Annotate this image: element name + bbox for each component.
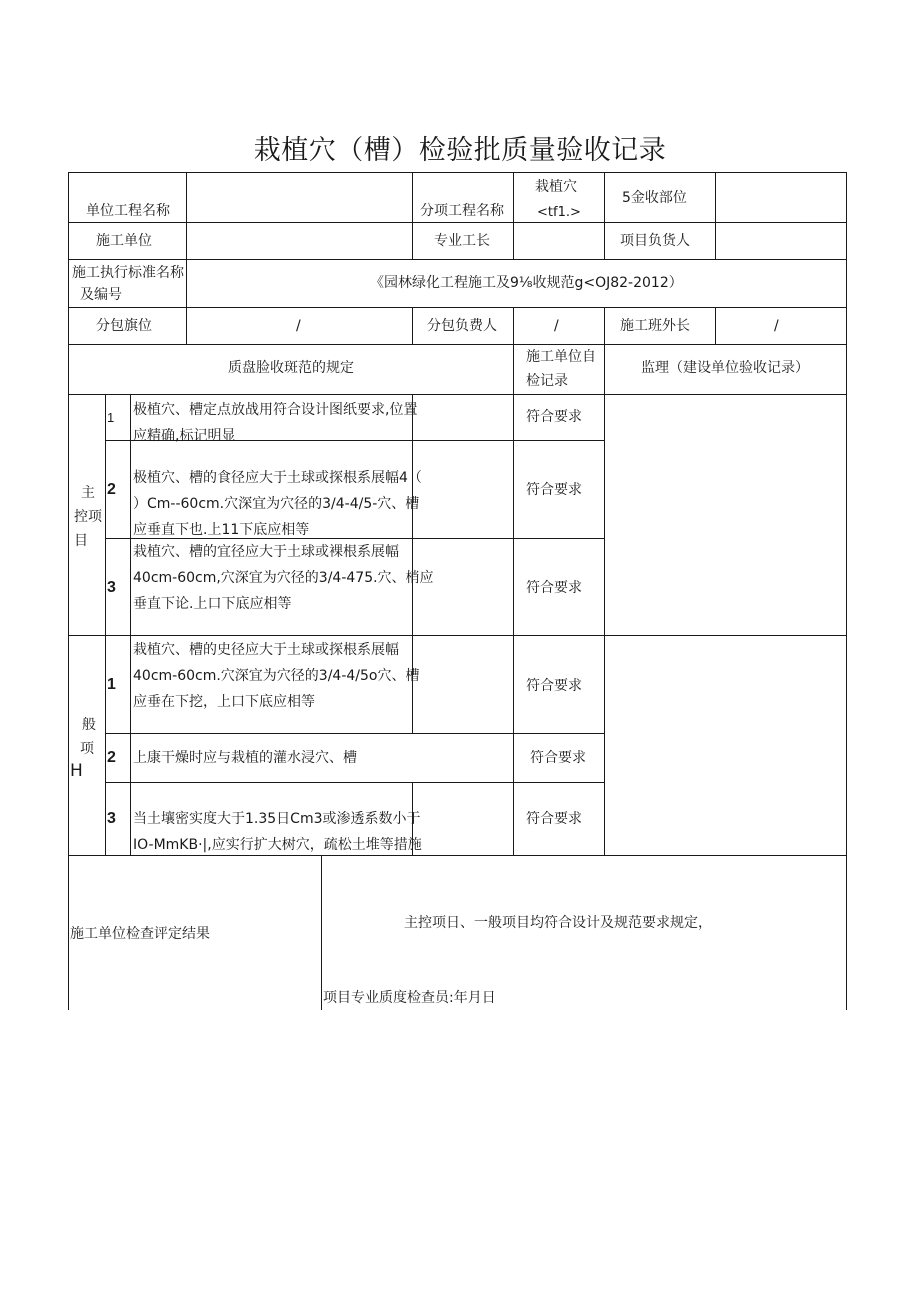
main-row-1-result: 符合要求: [526, 409, 582, 425]
general-row-3-text: 当土壤密实度大于1.35日Cm3或渗透系数小于 IO-MmKB·|,应实行扩大树穴，疏松土堆等措施: [133, 811, 422, 853]
general-row-2-number: 2: [107, 749, 116, 766]
main-row-3-number: 3: [107, 579, 116, 596]
general-row-1-text: 栽植穴、槽的史径应大于土球或探根系展幅 40cm-60cm.穴深宜为穴径的3/4-4/5o穴、槽 应垂在下挖，上口下底应相等: [133, 642, 420, 710]
inspection-conclusion: 主控项日、一般项目均符合设计及规范要求规定，: [404, 915, 712, 931]
self-check-heading-line2: 检记录: [526, 373, 568, 389]
general-row-1-result: 符合要求: [526, 678, 582, 694]
main-items-label-1: 主: [81, 485, 95, 501]
general-row-2-text: 上康干燥时应与栽植的灌水浸穴、槽: [133, 750, 357, 766]
supervision-column-heading: 监理（建设单位验收记录）: [641, 360, 809, 376]
unit-project-label: 单位工程名称: [86, 203, 170, 219]
standard-label-line2: 及编号: [80, 287, 122, 303]
main-row-1-number: 1: [107, 410, 115, 425]
main-row-2-result: 符合要求: [526, 482, 582, 498]
foreman-label: 专业工长: [434, 233, 490, 249]
inspector-signature-line: 项目专业质度检查员:年月日: [323, 990, 496, 1006]
acceptance-part-label: 5金收部位: [622, 190, 687, 206]
general-items-label-3: H: [70, 761, 83, 781]
main-items-label-3: 目: [74, 533, 88, 549]
project-manager-label: 项目负货人: [620, 233, 690, 249]
general-items-label-2: 项: [80, 741, 94, 757]
main-row-2-number: 2: [107, 481, 116, 498]
subcontract-manager-value: /: [554, 318, 559, 334]
general-row-2-result: 符合要求: [530, 750, 586, 766]
main-row-3-text: 栽植穴、槽的宜径应大于土球或裸根系展幅 40cm-60cm,穴深宜为穴径的3/4-475.穴、梢应 垂直下论.上口下底应相等: [133, 544, 434, 612]
subcontract-manager-label: 分包负费人: [427, 318, 497, 334]
self-check-heading-line1: 施工单位自: [526, 349, 596, 365]
subcontract-unit-value: /: [296, 318, 301, 334]
main-row-1-text: 极植穴、槽定点放战用符合设计图纸要求,位置 应精确,标记明显: [133, 402, 418, 444]
document-title: 栽植穴（槽）检验批质量验收记录: [253, 135, 667, 166]
team-leader-label: 施工班外长: [620, 318, 690, 334]
subcontract-unit-label: 分包旗位: [96, 318, 152, 334]
sub-project-value-line2: <tf1.>: [537, 205, 581, 220]
general-row-1-number: 1: [107, 676, 116, 693]
standard-label-line1: 施工执行标准名称: [72, 265, 184, 281]
sub-project-value-line1: 栽植穴: [535, 179, 577, 195]
spec-column-heading: 质盘脸收斑范的规定: [228, 360, 354, 376]
general-row-3-result: 符合要求: [526, 811, 582, 827]
general-row-3-number: 3: [107, 810, 116, 827]
standard-value: 《园林绿化工程施工及9⅛收规范g<OJ82-2012）: [370, 275, 683, 291]
inspection-result-label: 施工单位检查评定结果: [70, 926, 210, 942]
general-items-label-1: 般: [82, 717, 96, 733]
main-row-3-result: 符合要求: [526, 580, 582, 596]
construction-unit-label: 施工单位: [96, 233, 152, 249]
main-row-2-text: 极植穴、槽的食径应大于土球或探根系展幅4（ ）Cm--60cm.穴深宜为穴径的3/4-4/5-穴、槽 应垂直下也.上11下底应相等: [133, 470, 422, 538]
sub-project-label: 分项工程名称: [420, 203, 504, 219]
team-leader-value: /: [774, 318, 779, 334]
main-items-label-2: 控项: [74, 509, 102, 525]
